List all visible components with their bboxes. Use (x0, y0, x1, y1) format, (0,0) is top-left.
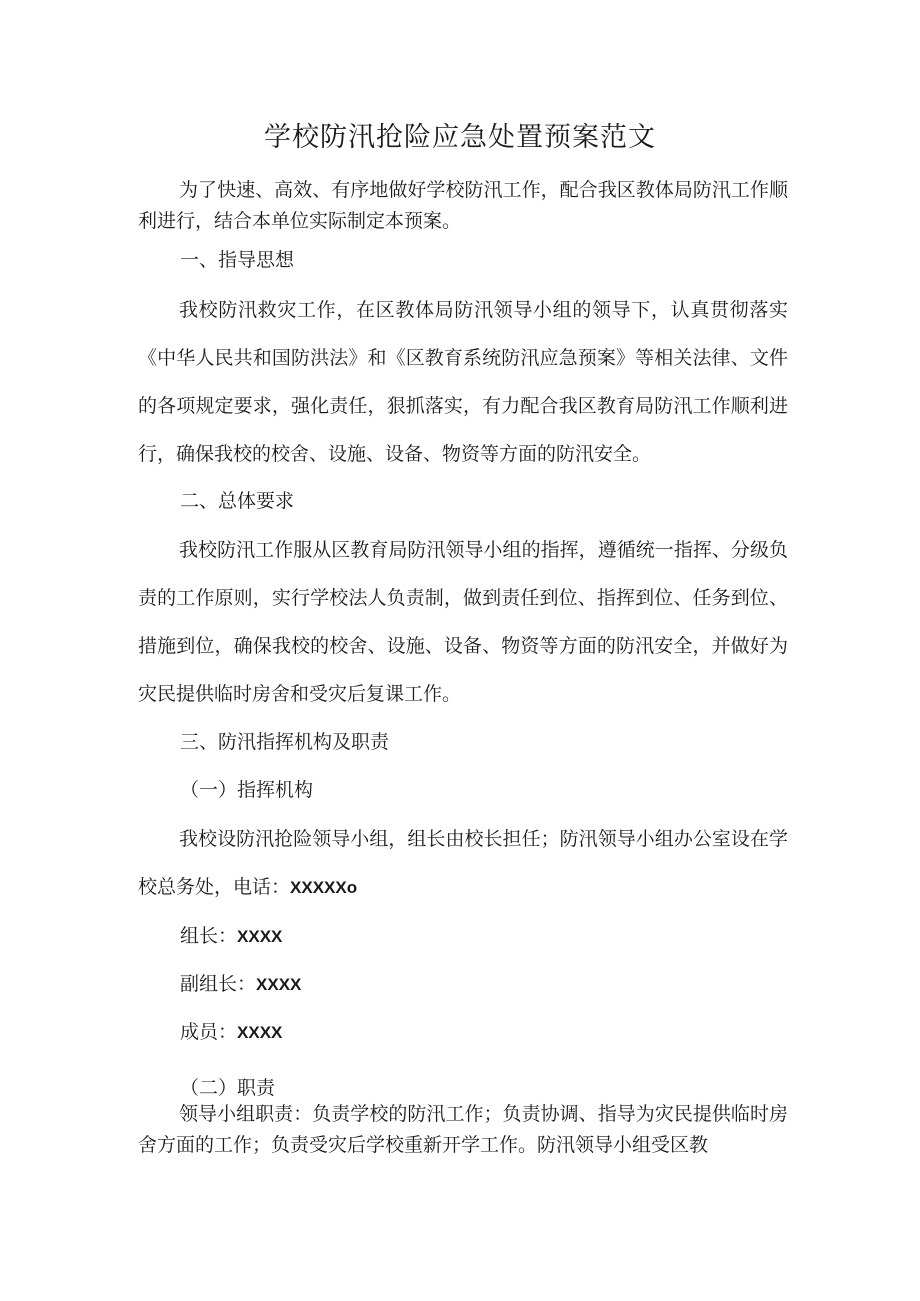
deputy-label: 副组长： (180, 973, 257, 995)
section1-heading: 一、指导思想 (180, 249, 295, 271)
leader-value: XXXX (237, 927, 283, 946)
subsection1-heading: （一）指挥机构 (180, 779, 314, 801)
office-phone: XXXXXo (290, 878, 358, 897)
subsection2-body: 领导小组职责：负责学校的防汛工作；负责协调、指导为灾民提供临时房舍方面的工作；负责受灾后学校重新开学工作。防汛领导小组受区教 (138, 1103, 788, 1156)
member-label: 成员： (180, 1021, 238, 1043)
subsection1-body (138, 815, 788, 912)
deputy-value: XXXX (256, 975, 302, 994)
document-title: 学校防汛抢险应急处置预案范文 (264, 122, 656, 153)
member-value: XXXX (237, 1023, 283, 1042)
subsection2-heading: （二）职责 (180, 1077, 276, 1099)
member-line (180, 1017, 282, 1048)
section3-heading: 三、防汛指挥机构及职责 (180, 731, 390, 753)
section2-heading: 二、总体要求 (180, 490, 295, 512)
section2-body: 我校防汛工作服从区教育局防汛领导小组的指挥，遵循统一指挥、分级负责的工作原则，实行学校法人负责制，做到责任到位、指挥到位、任务到位、措施到位，确保我校的校舍、设施、设备、物资等方面的防汛安全，并做好为灾民提供临时房舍和受灾后复课工作。 (138, 539, 788, 705)
intro-paragraph: 为了快速、高效、有序地做好学校防汛工作，配合我区教体局防汛工作顺利进行，结合本单位实际制定本预案。 (138, 179, 788, 232)
leader-label: 组长： (180, 925, 238, 947)
subsection1-body-text: 我校设防汛抢险领导小组，组长由校长担任；防汛领导小组办公室设在学校总务处，电话： (138, 828, 788, 898)
section1-body: 我校防汛救灾工作，在区教体局防汛领导小组的领导下，认真贯彻落实《中华人民共和国防洪法》和《区教育系统防汛应急预案》等相关法律、文件的各项规定要求，强化责任，狠抓落实，有力配合我区教育局防汛工作顺利进行，确保我校的校舍、设施、设备、物资等方面的防汛安全。 (138, 299, 788, 465)
deputy-line (180, 969, 301, 1000)
leader-line (180, 921, 282, 952)
